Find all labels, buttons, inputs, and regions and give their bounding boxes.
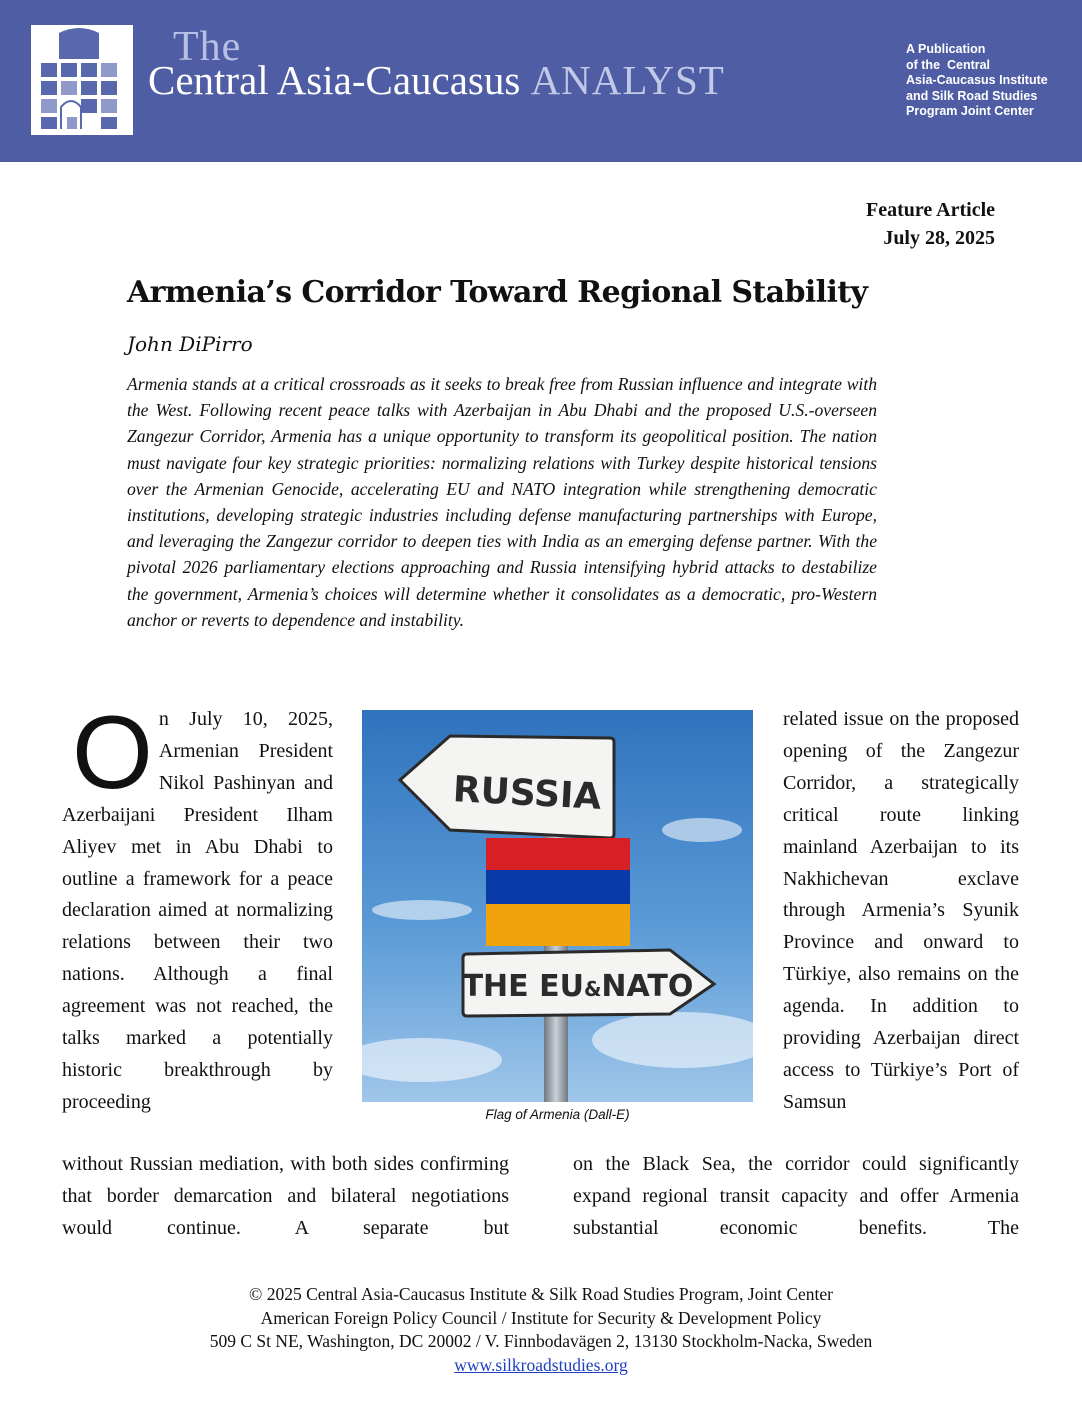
publication-tagline xyxy=(906,42,1076,120)
article-headline: Armenia’s Corridor Toward Regional Stability xyxy=(127,275,868,310)
eu-nato-sign-label xyxy=(463,969,694,1004)
tagline-line: A Publication xyxy=(906,42,986,56)
article-abstract: Armenia stands at a critical crossroads as it seeks to break free from Russian influence and integrate with the West. Following recent peace talks with Azerbaijan in Abu Dhabi and the proposed U.S.-overseen Zangezur Corridor, Armenia has a unique opportunity to transform its geopolitical position. The nation must navigate four key strategic priorities: normalizing relations with Turkey despite historical tensions over the Armenian Genocide, accelerating EU and NATO integration while strengthening democratic institutions, developing strategic industries including defense manufacturing partnerships with Europe, and leveraging the Zangezur corridor to deepen ties with India as an emerging defense partner. With the pivotal 2026 parliamentary elections approaching and Russia intensifying hybrid attacks to destabilize the government, Armenia’s choices will determine whether it consolidates as a democratic, pro-Western anchor or reverts to dependence and instability. xyxy=(127,374,877,630)
body-paragraph: n July 10, 2025, Armenian President Nikol Pashinyan and Azerbaijani President Ilham Aliyev met in Abu Dhabi to outline a framework for a peace declaration aimed at normalizing relations between their two nations. Although a final agreement was not reached, the talks marked a potentially historic breakthrough by proceeding xyxy=(62,708,333,1113)
body-column-right-bottom xyxy=(573,1149,1019,1245)
banner-title-the: The xyxy=(173,24,242,70)
building-window-icon xyxy=(31,25,133,135)
sign-text-eu: THE EU xyxy=(462,969,584,1004)
article-figure xyxy=(362,710,753,1102)
body-paragraph: related issue on the proposed opening of the Zangezur Corridor, a strategically critical route linking mainland Azerbaijan to its Nakhichevan exclave through Armenia’s Syunik Province and onward to Türkiye, also remains on the agenda. In addition to providing Azerbaijan direct access to Türkiye’s Port of Samsun xyxy=(783,708,1019,1113)
sign-text-amp: & xyxy=(583,977,602,1001)
figure-caption: Flag of Armenia (Dall-E) xyxy=(485,1107,630,1122)
body-column-left-top xyxy=(62,695,333,1119)
footer-copyright: © 2025 Central Asia-Caucasus Institute & Silk Road Studies Program, Joint Center xyxy=(249,1284,833,1304)
footer-address: 509 C St NE, Washington, DC 20002 / V. Finnbodavägen 2, 13130 Stockholm-Nacka, Sweden xyxy=(209,1331,873,1351)
banner-title-analyst: ANALYST xyxy=(530,57,725,103)
article-type-label: Feature Article xyxy=(865,199,995,221)
sign-text-nato: NATO xyxy=(601,969,694,1004)
body-column-left-bottom xyxy=(62,1149,509,1245)
publication-banner xyxy=(0,0,1082,162)
flag-stripe-orange xyxy=(486,904,630,946)
article-author: John DiPirro xyxy=(127,332,253,356)
tagline-line: of the Central xyxy=(906,57,991,72)
tagline-line: Asia-Caucasus Institute xyxy=(906,73,1048,87)
banner-title xyxy=(148,57,725,103)
body-column-right-top xyxy=(783,704,1019,1119)
article-meta xyxy=(866,196,995,252)
body-paragraph: without Russian mediation, with both sides confirming that border demarcation and bilateral negotiations would continue. A separate but xyxy=(62,1153,509,1239)
signpost-illustration xyxy=(362,710,753,1102)
footer-website-link[interactable]: www.silkroadstudies.org xyxy=(454,1354,628,1375)
institute-logo xyxy=(31,25,133,135)
banner-title-main: Central Asia-Caucasus xyxy=(148,57,521,103)
russia-sign-label: RUSSIA xyxy=(451,769,603,818)
article-date: July 28, 2025 xyxy=(883,227,995,249)
tagline-line: Program Joint Center xyxy=(906,104,1034,118)
drop-cap: O xyxy=(72,695,153,811)
body-paragraph: on the Black Sea, the corridor could significantly expand regional transit capacity and offer Armenia substantial economic benefits. The xyxy=(573,1153,1019,1239)
tagline-line: and Silk Road Studies xyxy=(906,88,1038,103)
page-footer xyxy=(0,1283,1082,1377)
footer-organizations: American Foreign Policy Council / Institute for Security & Development Policy xyxy=(260,1307,822,1328)
